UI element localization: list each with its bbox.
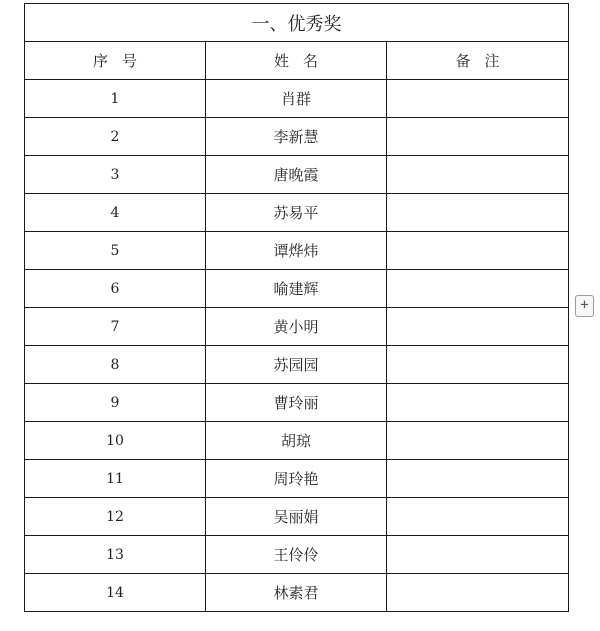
cell-name[interactable]: 林素君	[206, 574, 387, 612]
table-title-row	[25, 4, 569, 42]
cell-name[interactable]: 苏园园	[206, 346, 387, 384]
cell-name[interactable]: 黄小明	[206, 308, 387, 346]
cell-note[interactable]	[387, 422, 569, 460]
table-row	[25, 156, 569, 194]
cell-note[interactable]	[387, 498, 569, 536]
add-row-handle[interactable]	[575, 295, 594, 317]
cell-note[interactable]	[387, 384, 569, 422]
table-row	[25, 498, 569, 536]
cell-number[interactable]: 1	[25, 80, 206, 118]
table-row	[25, 536, 569, 574]
cell-note[interactable]	[387, 536, 569, 574]
award-table	[24, 3, 569, 612]
plus-icon: +	[580, 297, 589, 313]
cell-name[interactable]: 曹玲丽	[206, 384, 387, 422]
cell-number[interactable]: 11	[25, 460, 206, 498]
cell-note[interactable]	[387, 232, 569, 270]
table-row	[25, 270, 569, 308]
cell-number[interactable]: 14	[25, 574, 206, 612]
cell-number[interactable]: 2	[25, 118, 206, 156]
table-row	[25, 346, 569, 384]
cell-number[interactable]: 6	[25, 270, 206, 308]
table-row	[25, 308, 569, 346]
cell-number[interactable]: 3	[25, 156, 206, 194]
cell-name[interactable]: 肖群	[206, 80, 387, 118]
cell-name[interactable]: 喻建辉	[206, 270, 387, 308]
cell-note[interactable]	[387, 270, 569, 308]
cell-name[interactable]: 吴丽娟	[206, 498, 387, 536]
table-header-row	[25, 42, 569, 80]
header-cell-note[interactable]: 备注	[387, 42, 569, 80]
table-row	[25, 118, 569, 156]
cell-number[interactable]: 10	[25, 422, 206, 460]
cell-note[interactable]	[387, 118, 569, 156]
cell-note[interactable]	[387, 80, 569, 118]
header-cell-name[interactable]: 姓名	[206, 42, 387, 80]
cell-name[interactable]: 谭烨炜	[206, 232, 387, 270]
header-cell-number[interactable]: 序号	[25, 42, 206, 80]
cell-note[interactable]	[387, 460, 569, 498]
cell-note[interactable]	[387, 574, 569, 612]
cell-note[interactable]	[387, 308, 569, 346]
cell-name[interactable]: 胡琼	[206, 422, 387, 460]
table-row	[25, 194, 569, 232]
cell-name[interactable]: 王伶伶	[206, 536, 387, 574]
cell-number[interactable]: 9	[25, 384, 206, 422]
cell-note[interactable]	[387, 346, 569, 384]
table-row	[25, 384, 569, 422]
table-row	[25, 460, 569, 498]
table-row	[25, 422, 569, 460]
cell-number[interactable]: 13	[25, 536, 206, 574]
cell-name[interactable]: 唐晚霞	[206, 156, 387, 194]
cell-name[interactable]: 李新慧	[206, 118, 387, 156]
table-row	[25, 232, 569, 270]
cell-name[interactable]: 苏易平	[206, 194, 387, 232]
cell-number[interactable]: 12	[25, 498, 206, 536]
cell-number[interactable]: 4	[25, 194, 206, 232]
cell-number[interactable]: 7	[25, 308, 206, 346]
table-title[interactable]: 一、优秀奖	[25, 4, 569, 42]
cell-number[interactable]: 8	[25, 346, 206, 384]
cell-note[interactable]	[387, 156, 569, 194]
cell-note[interactable]	[387, 194, 569, 232]
cell-number[interactable]: 5	[25, 232, 206, 270]
table-row	[25, 574, 569, 612]
table-row	[25, 80, 569, 118]
cell-name[interactable]: 周玲艳	[206, 460, 387, 498]
